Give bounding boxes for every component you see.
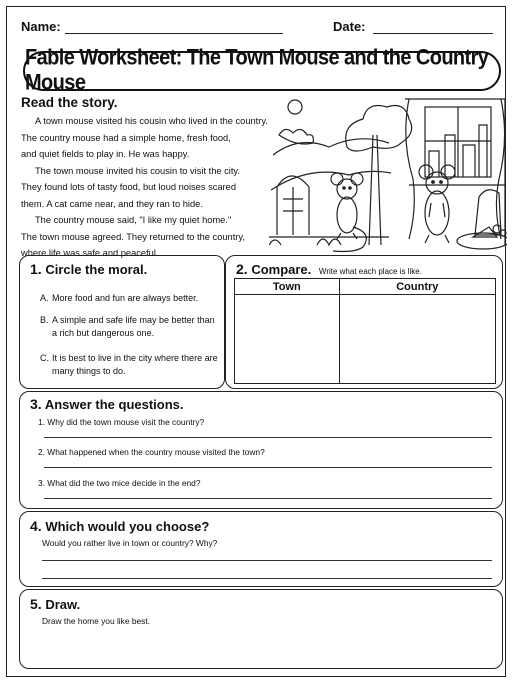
- question-1: 1. Why did the town mouse visit the country?: [38, 417, 205, 427]
- town-answer-cell[interactable]: [235, 295, 340, 384]
- option-text: More food and fun are always better.: [52, 293, 199, 303]
- section-number: 2.: [236, 261, 248, 277]
- option-letter: B.: [40, 315, 49, 325]
- story-line: The town mouse agreed. They returned to the country,: [21, 231, 245, 242]
- section-number: 4.: [30, 518, 42, 534]
- moral-heading: [30, 261, 147, 277]
- choice-prompt: Would you rather live in town or country? Why?: [42, 538, 218, 548]
- column-header-town: Town: [235, 279, 340, 295]
- draw-prompt: Draw the home you like best.: [42, 616, 150, 626]
- answer-line-3[interactable]: [44, 498, 492, 499]
- story-text: [21, 113, 279, 262]
- draw-section: [19, 589, 503, 669]
- country-answer-cell[interactable]: [339, 295, 495, 384]
- question-2: 2. What happened when the country mouse visited the town?: [38, 447, 265, 457]
- story-heading: Read the story.: [21, 95, 118, 110]
- story-line: them. A cat came near, and they ran to hide.: [21, 198, 203, 209]
- questions-heading: [30, 396, 184, 412]
- draw-heading: [30, 596, 80, 612]
- story-line: The country mouse said, "I like my quiet home.": [35, 215, 232, 225]
- choice-heading: [30, 518, 209, 534]
- moral-section: [19, 255, 225, 389]
- drawing-area[interactable]: [28, 628, 494, 664]
- section-title: Answer the questions.: [44, 397, 184, 412]
- column-header-country: Country: [339, 279, 495, 295]
- compare-table: [234, 278, 496, 384]
- compare-heading: [236, 261, 422, 277]
- name-label: Name:: [21, 19, 61, 34]
- section-number: 1.: [30, 261, 42, 277]
- answer-line-1[interactable]: [44, 437, 492, 438]
- option-letter: C.: [40, 353, 49, 363]
- section-number: 3.: [30, 396, 42, 412]
- date-field[interactable]: [373, 33, 493, 34]
- option-text: It is best to live in the city where there are many things to do.: [52, 353, 218, 376]
- story-line: They found lots of tasty food, but loud noises scared: [21, 182, 236, 192]
- choice-answer-line-1[interactable]: [42, 560, 492, 561]
- moral-option-b[interactable]: [40, 314, 220, 339]
- moral-option-a[interactable]: [40, 292, 210, 305]
- section-title: Compare.: [251, 262, 312, 277]
- option-letter: A.: [40, 293, 49, 303]
- story-line: where life was safe and peaceful.: [21, 248, 159, 258]
- section-title: Which would you choose?: [45, 519, 210, 534]
- choice-section: [19, 511, 503, 587]
- date-label: Date:: [333, 19, 366, 34]
- question-3: 3. What did the two mice decide in the end?: [38, 478, 201, 488]
- moral-option-c[interactable]: [40, 352, 220, 377]
- story-line: and quiet fields to play in. He was happy.: [21, 149, 190, 159]
- option-text: A simple and safe life may be better than a rich but dangerous one.: [52, 315, 215, 338]
- mice-illustration: [269, 95, 507, 255]
- compare-section: [225, 255, 503, 389]
- section-number: 5.: [30, 596, 42, 612]
- section-title: Draw.: [45, 597, 81, 612]
- worksheet-page: [6, 6, 506, 677]
- story-line: A town mouse visited his cousin who lived in the country.: [35, 116, 268, 126]
- choice-answer-line-2[interactable]: [42, 578, 492, 579]
- questions-section: [19, 391, 503, 509]
- answer-line-2[interactable]: [44, 467, 492, 468]
- title-text: Fable Worksheet: The Town Mouse and the Country Mouse: [25, 45, 489, 96]
- section-subtitle: Write what each place is like.: [318, 267, 422, 276]
- story-line: The town mouse invited his cousin to visit the city.: [35, 165, 240, 176]
- name-field[interactable]: [65, 33, 283, 34]
- story-line: The country mouse had a simple home, fresh food,: [21, 132, 231, 143]
- worksheet-title: [23, 45, 501, 96]
- section-title: Circle the moral.: [45, 262, 148, 277]
